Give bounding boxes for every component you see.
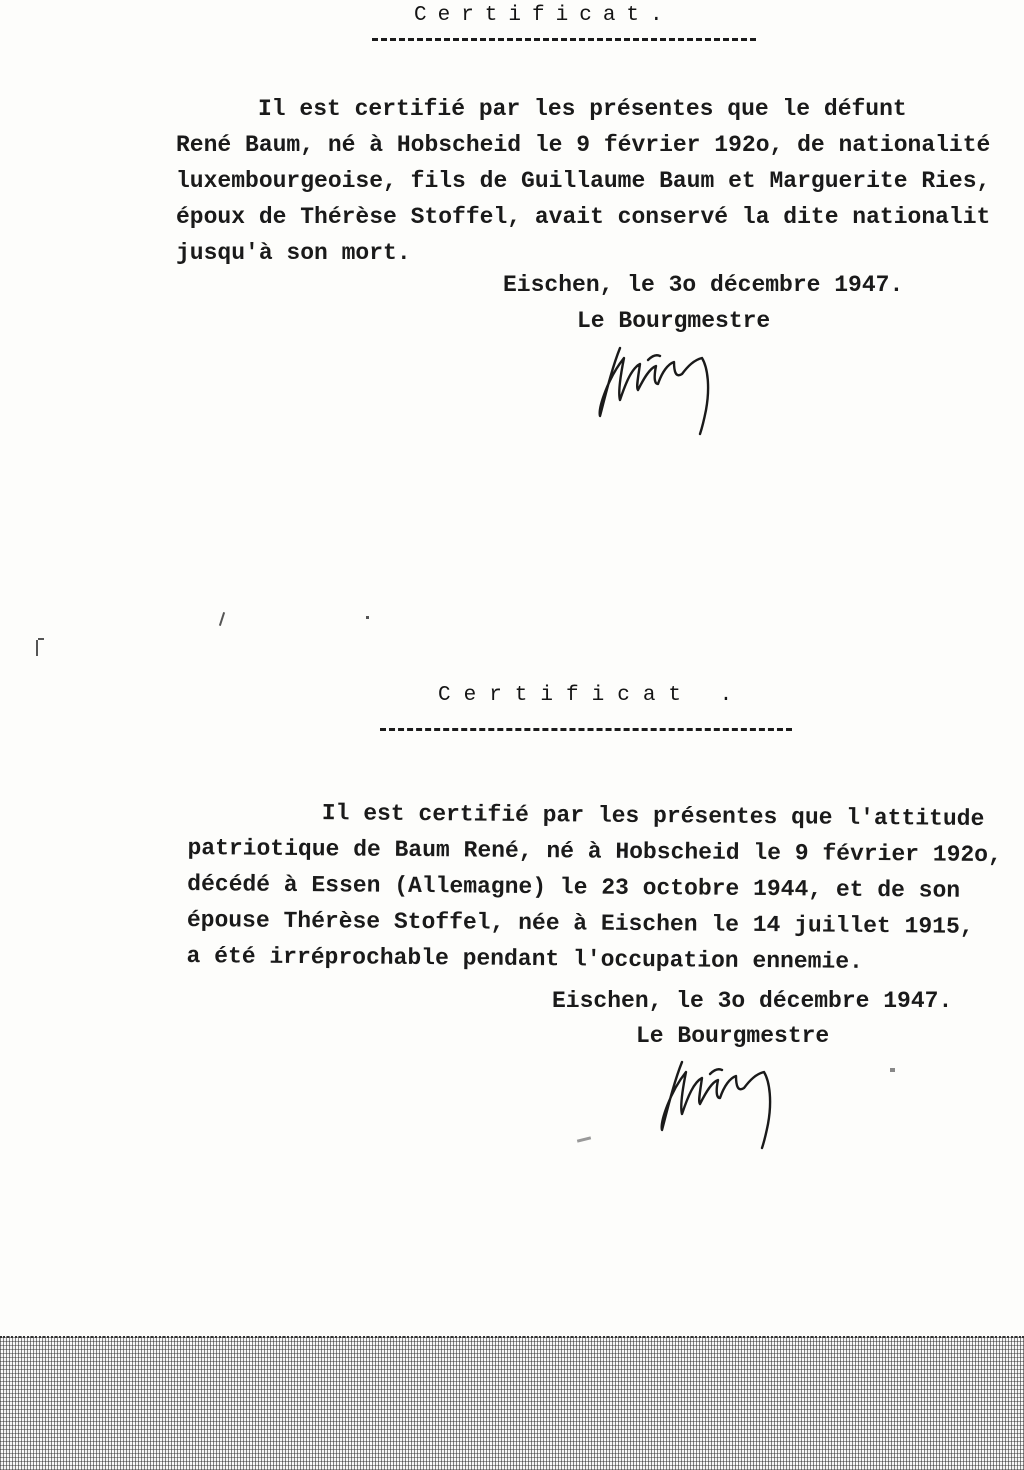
certificate-2-line-1: Il est certifié par les présentes que l'attitude — [321, 800, 985, 832]
certificate-2-line-3: décédé à Essen (Allemagne) le 23 octobre 1944, et de son — [187, 870, 961, 904]
certificate-1-title: Certificat. — [414, 4, 674, 27]
certificate-2-place-date: Eischen, le 3o décembre 1947. — [552, 988, 953, 1014]
certificate-1-line-1: Il est certifié par les présentes que le défunt — [258, 96, 907, 122]
scan-speck — [38, 638, 44, 640]
certificate-1-handwritten-signature — [590, 338, 730, 438]
certificate-2-signatory: Le Bourgmestre — [636, 1023, 830, 1049]
certificate-2-line-2: patriotique de Baum René, né à Hobscheid le 9 février 192o, — [187, 834, 1002, 869]
certificate-2-body — [186, 794, 1002, 981]
certificate-2-line-4: épouse Thérèse Stoffel, née à Eischen le 14 juillet 1915, — [186, 906, 974, 940]
certificate-1-title-underline — [372, 38, 756, 41]
certificate-1-line-2: René Baum, né à Hobscheid le 9 février 192o, de nationalité — [176, 132, 991, 158]
certificate-1-place-date: Eischen, le 3o décembre 1947. — [503, 272, 904, 298]
certificate-2-title: Certificat . — [438, 684, 746, 707]
scan-speck — [890, 1068, 895, 1072]
scanner-noise-band — [0, 1336, 1024, 1470]
scan-speck — [577, 1136, 591, 1142]
certificate-2-handwritten-signature — [652, 1052, 792, 1152]
scan-speck — [36, 640, 38, 656]
certificate-1-line-3: luxembourgeoise, fils de Guillaume Baum et Marguerite Ries, — [176, 168, 991, 194]
certificate-2-title-underline — [380, 728, 792, 731]
certificate-1-line-5: jusqu'à son mort. — [176, 240, 411, 266]
certificate-1-signatory: Le Bourgmestre — [577, 308, 771, 334]
scanner-noise-edge — [0, 1336, 1024, 1344]
scan-speck — [219, 612, 225, 626]
certificate-2-line-5: a été irréprochable pendant l'occupation ennemie. — [186, 942, 863, 975]
certificate-1-line-4: époux de Thérèse Stoffel, avait conservé la dite nationalit — [176, 204, 991, 230]
scan-speck — [366, 616, 369, 619]
certificate-1-body — [176, 91, 990, 271]
